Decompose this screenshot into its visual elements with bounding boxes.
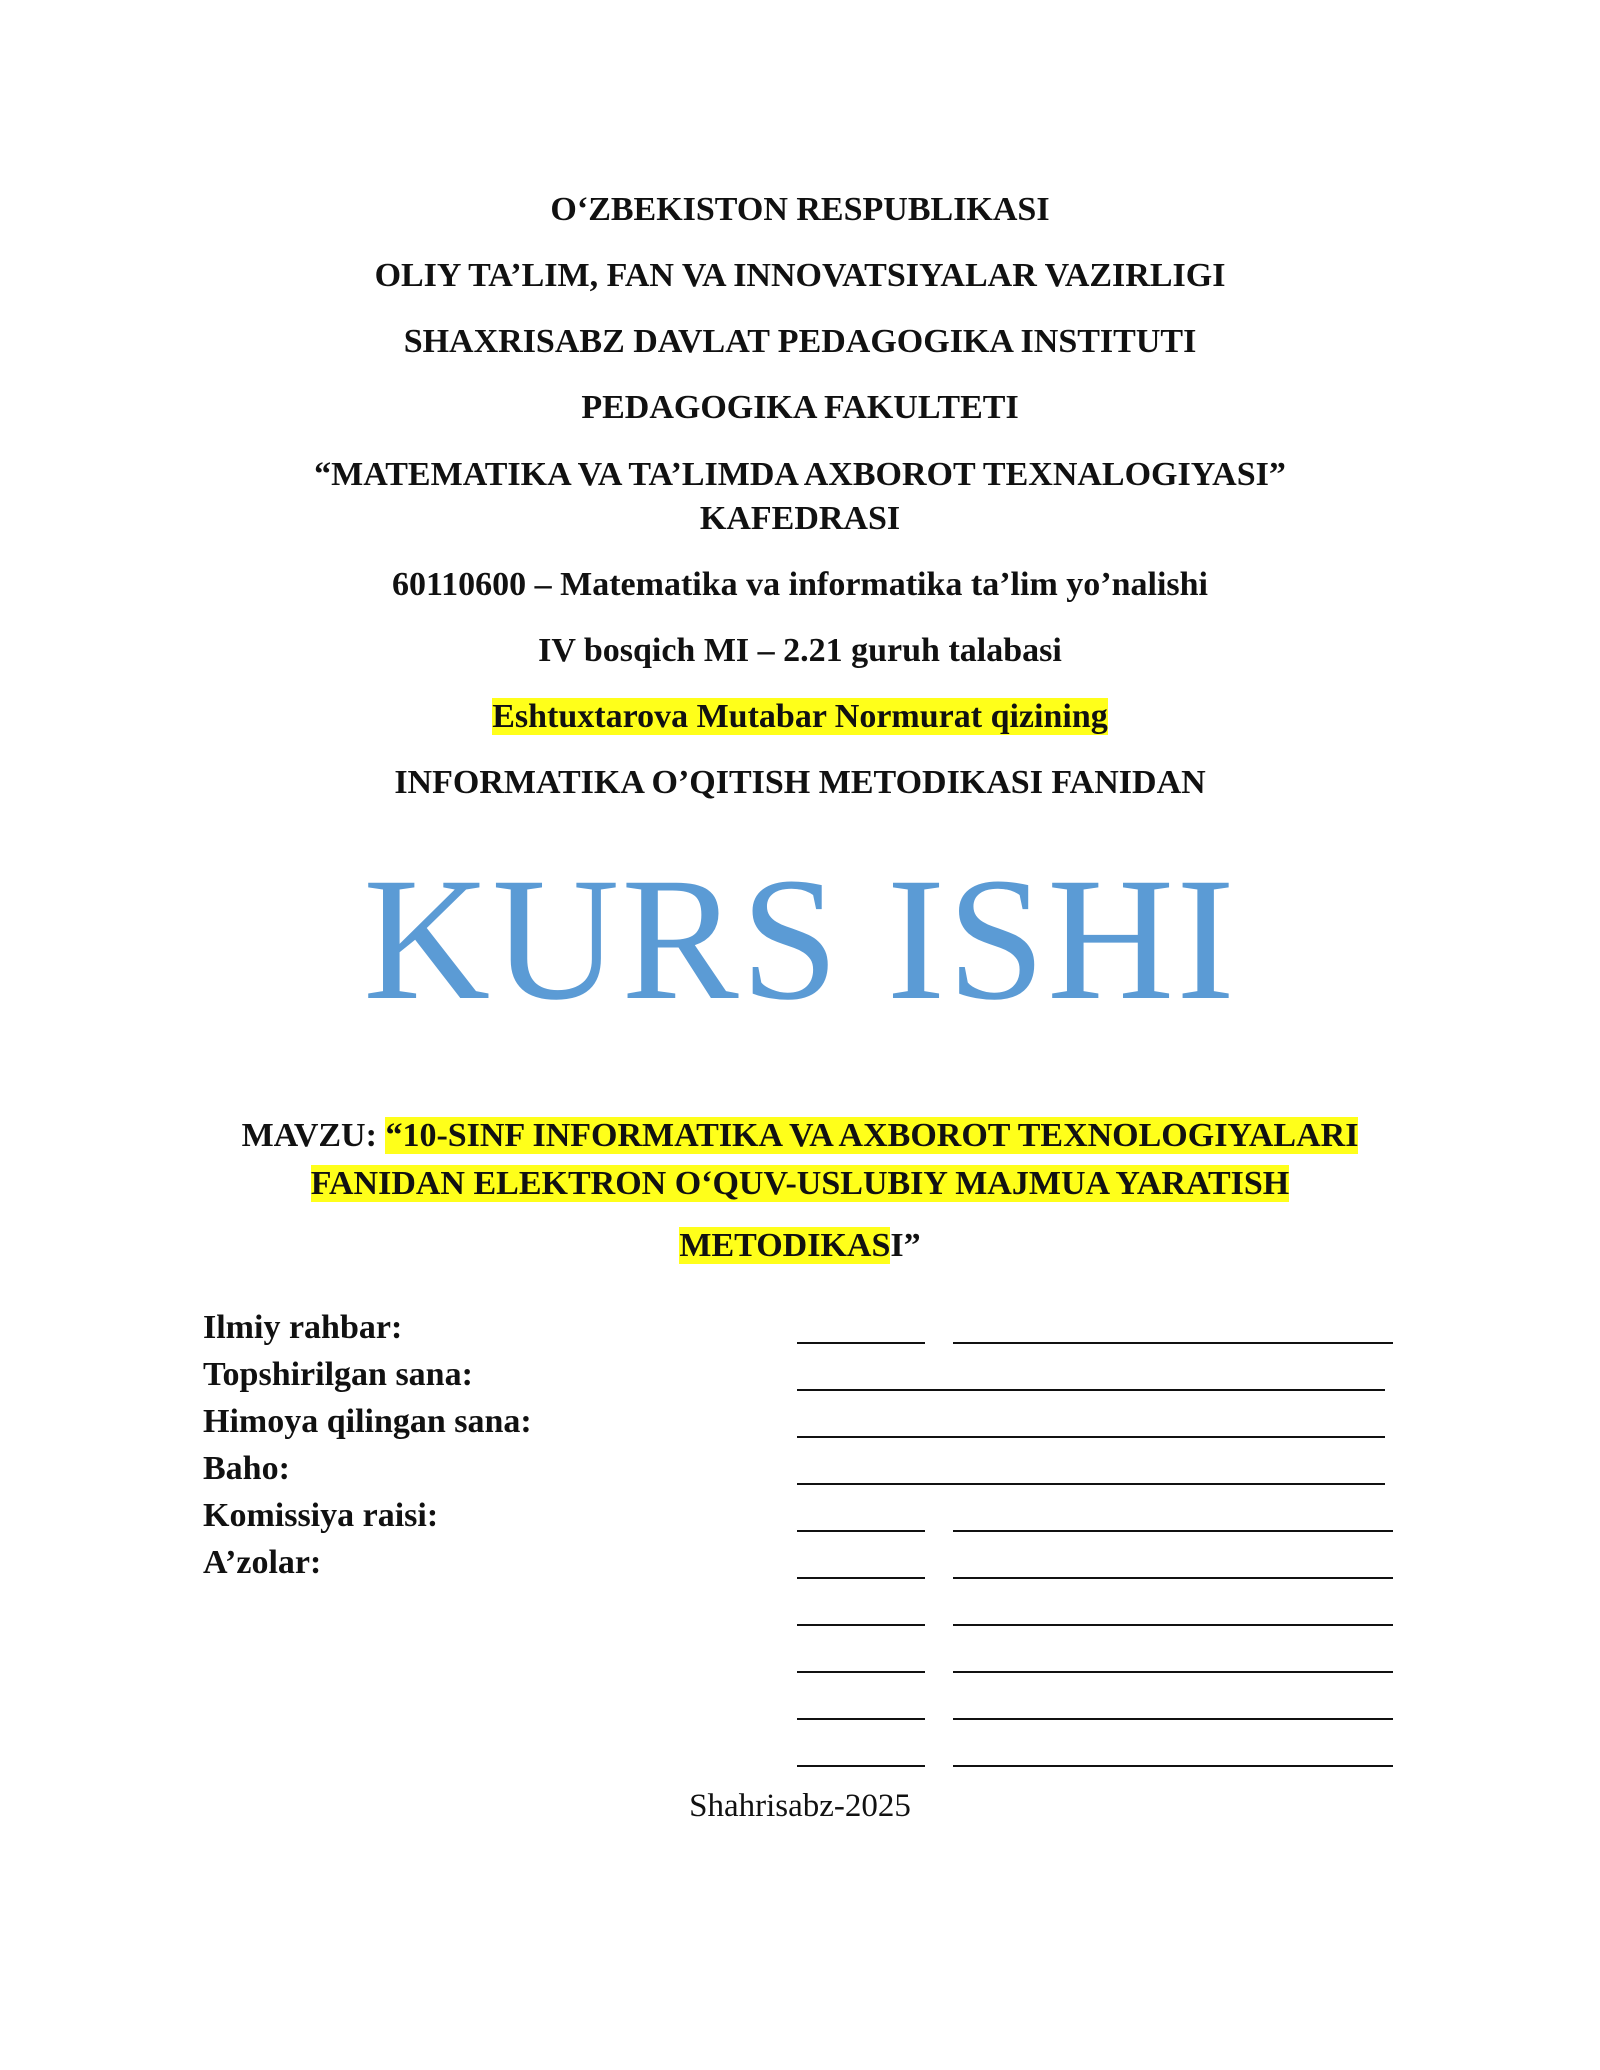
member-2-name-line — [953, 1624, 1393, 1626]
defended-date-label: Himoya qilingan sana: — [203, 1403, 532, 1440]
supervisor-signature-line — [797, 1342, 925, 1344]
topic-text-line3: METODIKAS — [679, 1227, 891, 1264]
member-5-name-line — [953, 1765, 1393, 1767]
grade-line — [797, 1483, 1385, 1485]
chair-signature-line — [797, 1530, 925, 1532]
member-1-signature-line — [797, 1577, 925, 1579]
department-heading-line2: KAFEDRASI — [699, 500, 901, 537]
document-title: KURS ISHI — [363, 842, 1237, 1037]
topic-text-line3-tail: I” — [890, 1227, 921, 1264]
ministry-heading: OLIY TA’LIM, FAN VA INNOVATSIYALAR VAZIRLIGI — [374, 257, 1226, 294]
submitted-date-label: Topshirilgan sana: — [203, 1356, 473, 1393]
topic-line2 — [0, 1160, 1600, 1208]
supervisor-label: Ilmiy rahbar: — [203, 1309, 403, 1346]
topic-text-line2: FANIDAN ELEKTRON O‘QUV-USLUBIY MAJMUA YARATISH — [310, 1165, 1290, 1202]
supervisor-name-line — [953, 1342, 1393, 1344]
topic-prefix: MAVZU: — [241, 1117, 386, 1154]
member-3-signature-line — [797, 1671, 925, 1673]
member-2-signature-line — [797, 1624, 925, 1626]
grade-label: Baho: — [203, 1450, 290, 1487]
country-heading: O‘ZBEKISTON RESPUBLIKASI — [550, 191, 1050, 228]
subject-line: INFORMATIKA O’QITISH METODIKASI FANIDAN — [394, 764, 1206, 801]
member-4-name-line — [953, 1718, 1393, 1720]
student-name-line — [0, 695, 1600, 739]
department-heading-line1: “MATEMATIKA VA TA’LIMDA AXBOROT TEXNALOGIYASI” — [314, 456, 1286, 493]
topic-text-line1: “10-SINF INFORMATIKA VA AXBOROT TEXNOLOGIYALARI — [385, 1117, 1359, 1154]
institute-heading: SHAXRISABZ DAVLAT PEDAGOGIKA INSTITUTI — [403, 323, 1197, 360]
member-1-name-line — [953, 1577, 1393, 1579]
student-name: Eshtuxtarova Mutabar Normurat qizining — [492, 698, 1108, 735]
member-4-signature-line — [797, 1718, 925, 1720]
city-year: Shahrisabz-2025 — [689, 1788, 911, 1824]
specialty-line: 60110600 – Matematika va informatika ta’lim yo’nalishi — [392, 566, 1208, 603]
commission-chair-label: Komissiya raisi: — [203, 1497, 439, 1534]
topic-line1 — [0, 1112, 1600, 1160]
defended-date-line — [797, 1436, 1385, 1438]
topic-line3 — [0, 1222, 1600, 1270]
group-line: IV bosqich MI – 2.21 guruh talabasi — [538, 632, 1062, 669]
faculty-heading: PEDAGOGIKA FAKULTETI — [581, 389, 1019, 426]
chair-name-line — [953, 1530, 1393, 1532]
submitted-date-line — [797, 1389, 1385, 1391]
member-5-signature-line — [797, 1765, 925, 1767]
members-label: A’zolar: — [203, 1544, 322, 1581]
member-3-name-line — [953, 1671, 1393, 1673]
